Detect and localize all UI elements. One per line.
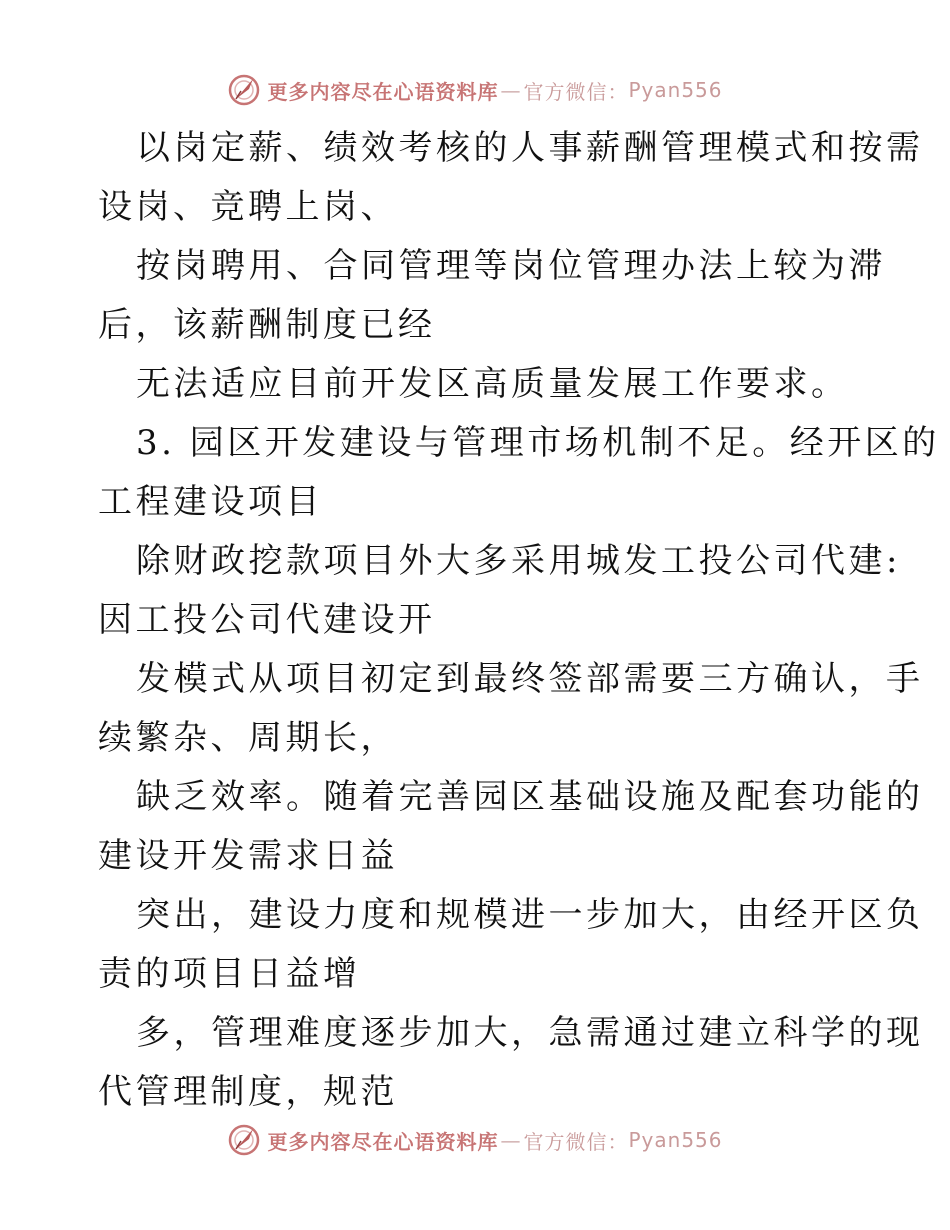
- paragraph-line: 以岗定薪、绩效考核的人事薪酬管理模式和按需: [136, 128, 924, 168]
- paragraph-line: 因工投公司代建设开: [98, 600, 436, 640]
- watermark-contact-id: Pyan556: [628, 78, 723, 102]
- header-watermark: [0, 70, 950, 110]
- paragraph-line: 后，该薪酬制度已经: [98, 305, 436, 345]
- paragraph-line: 无法适应目前开发区高质量发展工作要求。: [136, 364, 849, 404]
- paragraph-line: 建设开发需求日益: [98, 836, 398, 876]
- body-text: [98, 119, 940, 1122]
- paragraph-line: 工程建设项目: [98, 482, 323, 522]
- paragraph-line: 续繁杂、周期长，: [98, 718, 398, 758]
- footer-watermark: [0, 1120, 950, 1160]
- watermark-brand: 更多内容尽在心语资料库: [267, 79, 499, 104]
- paragraph-line: 按岗聘用、合同管理等岗位管理办法上较为滞: [136, 246, 886, 286]
- paragraph-line: 发模式从项目初定到最终签部需要三方确认，手: [136, 659, 924, 699]
- paragraph-line: 责的项目日益增: [98, 954, 361, 994]
- paragraph-line: 除财政挖款项目外大多采用城发工投公司代建:: [136, 541, 901, 581]
- paragraph-line: 设岗、竞聘上岗、: [98, 187, 398, 227]
- paragraph-line: 缺乏效率。随着完善园区基础设施及配套功能的: [136, 777, 924, 817]
- quill-pen-logo-icon: [227, 1123, 261, 1157]
- paragraph-line: 3. 园区开发建设与管理市场机制不足。经开区的: [136, 423, 940, 463]
- watermark-separator: —: [500, 78, 522, 102]
- quill-pen-logo-icon: [227, 73, 261, 107]
- paragraph-line: 突出，建设力度和规模进一步加大，由经开区负: [136, 895, 924, 935]
- paragraph-line: 多，管理难度逐步加大，急需通过建立科学的现: [136, 1013, 924, 1053]
- paragraph-line: 代管理制度，规范: [98, 1072, 398, 1112]
- watermark-separator: —: [500, 1128, 522, 1152]
- watermark-contact-label: 官方微信：: [523, 1129, 629, 1154]
- watermark-contact-label: 官方微信：: [523, 79, 629, 104]
- watermark-brand: 更多内容尽在心语资料库: [267, 1129, 499, 1154]
- watermark-contact-id: Pyan556: [628, 1128, 723, 1152]
